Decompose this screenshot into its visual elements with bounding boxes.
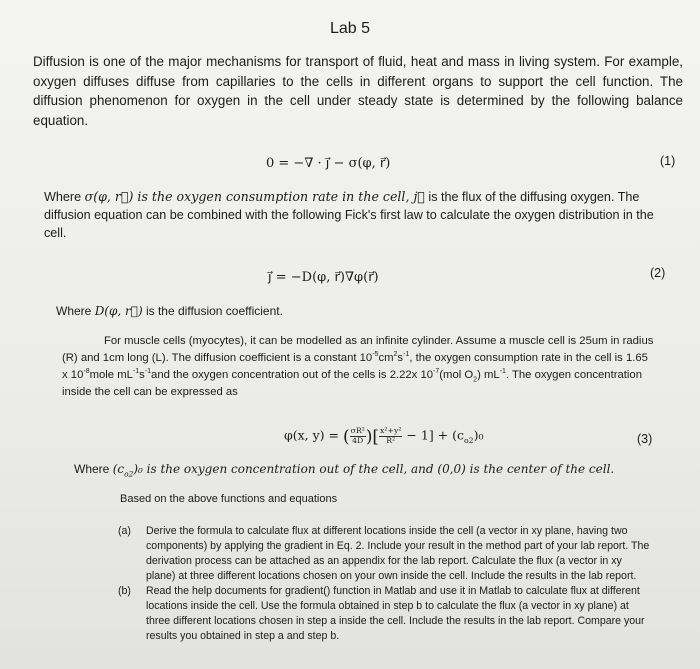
equation-1-number: (1) [660, 154, 676, 168]
muscle-cell-paragraph: For muscle cells (myocytes), it can be modelled as an infinite cylinder. Assume a muscle cell is 25um in radius (R) and 1cm long (L). The diffusion coefficient is a constant $10^{-5}cm^2s^{-1}$, the oxygen consumption rate in the cell is 1.65 x $10^{-8}mole$ $mL^{-1}s^{-1}and$ the oxygen concentration out of the cells is 2.22x $10^{-7}(mol$ $O_2$) $mL^{-1}$. The oxygen concentration inside the cell can be expressed as [62, 335, 654, 398]
task-list [118, 524, 654, 644]
list-item-label: (a) [118, 525, 131, 537]
list-item [118, 584, 654, 644]
where-concentration-paragraph: Where $(c_{o2})_0$ is the oxygen concentration out of the cell, and (0,0) is the center of the cell. [74, 462, 615, 479]
equation-3: φ(x, y) = ( $\frac{\text{σR²}}{4D}$ )[ $\frac{\text{x²+y²}}{\text{R²}}$ − $1] + (c_{o2})_0$ [284, 426, 484, 446]
based-on-line: Based on the above functions and equations [120, 493, 338, 505]
where-sigma-paragraph: Where σ(φ, r⃗) is the oxygen consumption rate in the cell, j⃗ is the flux of the diffusing oxygen. The diffusion equation can be combined with the following Fick's first law to calculate the oxygen distribution in the cell. [44, 189, 654, 240]
intro-paragraph: Diffusion is one of the major mechanisms for transport of fluid, heat and mass in living system. For example, oxygen diffuses diffuse from capillaries to the cells in different organs to support the cell function. The diffusion phenomenon for oxygen in the cell under steady state is determined by the following balance equation. [33, 54, 683, 128]
sigma-symbol: σ(φ, r⃗) [84, 189, 134, 204]
flux-symbol: j⃗ [413, 189, 425, 204]
list-item-text: Derive the formula to calculate flux at different locations inside the cell (a vector in xy plane, having two components) by applying the gradient in Eq. 2. Include your result in the method part of your lab report. The derivation process can be attached as an appendix for the lab report. Calculate the flux (a vector in xy plane) at three different locations chosen on your own inside the cell. Include the results in the lab report. [146, 525, 650, 582]
equation-1: 0 = −∇ · j⃗ − σ(φ, r⃗) [266, 156, 391, 171]
equation-2-number: (2) [650, 266, 666, 280]
equation-2: j⃗ = −D(φ, r⃗)∇φ(r⃗) [268, 270, 379, 285]
equation-3-number: (3) [637, 432, 653, 446]
page-title: Lab 5 [329, 20, 371, 37]
list-item-label: (b) [118, 585, 131, 597]
list-item [118, 524, 654, 584]
where-diffusion-paragraph: Where D(φ, r⃗) is the diffusion coefficient. [56, 304, 283, 318]
list-item-text: Read the help documents for gradient() function in Matlab and use it in Matlab to calculate flux at different locations inside the cell. Use the formula obtained in step b to calculate the flux (a vector in xy plane) at three different locations chosen in step a inside the cell. Include the results in the lab report. Compare your results you obtained in step a and step b. [146, 585, 645, 642]
